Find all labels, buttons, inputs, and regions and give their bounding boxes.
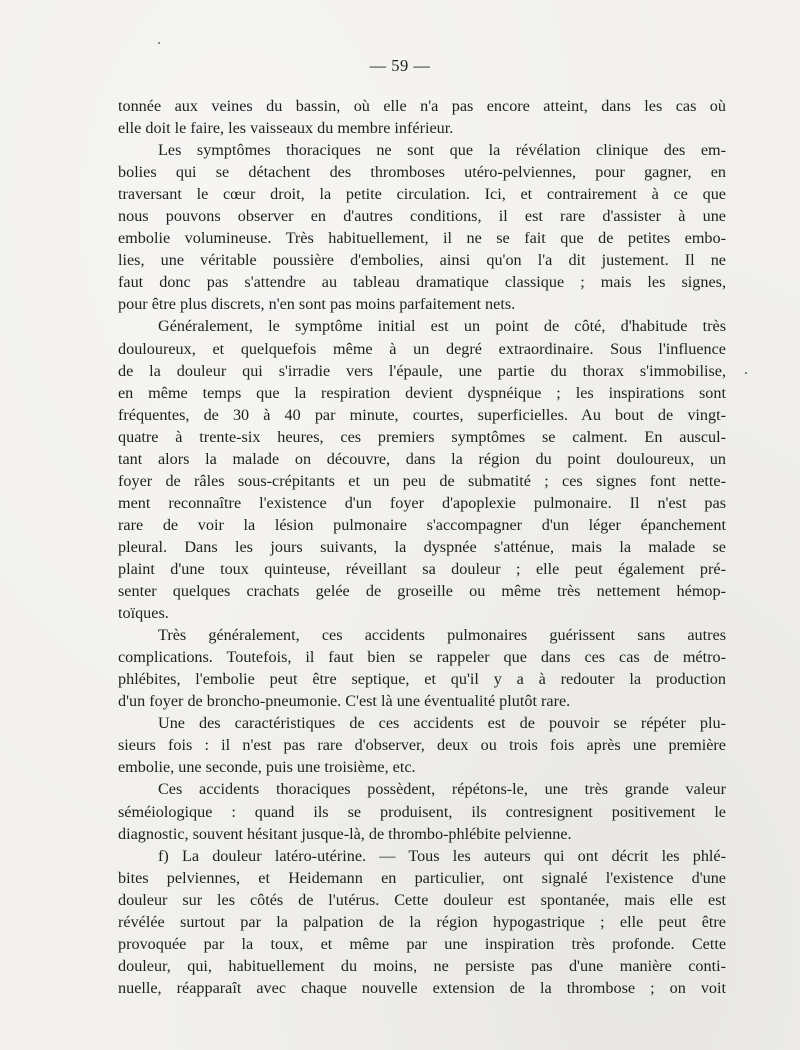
text-line: elle doit le faire, les vaisseaux du membre inférieur.	[118, 119, 454, 138]
text-line: f) La douleur latéro-utérine. — Tous les auteurs qui ont décrit les phlé-	[158, 846, 726, 865]
text-line: Très généralement, ces accidents pulmonaires guérissent sans autres	[158, 626, 726, 645]
text-line: quatre à trente-six heures, ces premiers symptômes se calment. En auscul-	[118, 427, 726, 446]
text-line: provoquée par la toux, et même par une inspiration très profonde. Cette	[118, 934, 726, 953]
text-line: de la douleur qui s'irradie vers l'épaule, une partie du thorax s'immobilise,	[118, 361, 726, 380]
text-line: phlébites, l'embolie peut être septique, et qu'il y a à redouter la production	[118, 670, 726, 689]
text-line: bites pelviennes, et Heidemann en particulier, ont signalé l'existence d'une	[118, 868, 726, 887]
text-line: pour être plus discrets, n'en sont pas moins parfaitement nets.	[118, 295, 516, 314]
text-line: faut donc pas s'attendre au tableau dramatique classique ; mais les signes,	[118, 273, 726, 292]
text-line: fréquentes, de 30 à 40 par minute, courtes, superficielles. Au bout de vingt-	[118, 405, 726, 424]
text-line: douleur, qui, habituellement du moins, ne persiste pas d'une manière conti-	[118, 956, 726, 975]
text-line: embolie, une seconde, puis une troisième, etc.	[118, 758, 416, 777]
text-line: séméiologique : quand ils se produisent, ils contresignent positivement le	[118, 802, 726, 821]
text-line: lies, une véritable poussière d'embolies, ainsi qu'on l'a dit justement. Il ne	[118, 251, 726, 270]
text-line: traversant le cœur droit, la petite circulation. Ici, et contrairement à ce que	[118, 185, 726, 204]
text-line: douloureux, et quelquefois même à un degré extraordinaire. Sous l'influence	[118, 339, 726, 358]
page-speck	[745, 372, 747, 374]
text-line: diagnostic, souvent hésitant jusque-là, de thrombo-phlébite pelvienne.	[118, 824, 572, 843]
text-line: Une des caractéristiques de ces accidents est de pouvoir se répéter plu-	[158, 714, 726, 733]
page-number: — 59 —	[369, 56, 431, 75]
text-line: nuelle, réapparaît avec chaque nouvelle extension de la thrombose ; on voit	[118, 978, 726, 997]
text-line: Généralement, le symptôme initial est un point de côté, d'habitude très	[158, 317, 726, 336]
text-line: d'un foyer de broncho-pneumonie. C'est là une éventualité plutôt rare.	[118, 692, 571, 711]
text-line: nous pouvons observer en d'autres conditions, il est rare d'assister à une	[118, 207, 726, 226]
text-line: pleural. Dans les jours suivants, la dyspnée s'atténue, mais la malade se	[118, 537, 726, 556]
text-line: ment reconnaître l'existence d'un foyer d'apoplexie pulmonaire. Il n'est pas	[118, 493, 726, 512]
text-line: tonnée aux veines du bassin, où elle n'a pas encore atteint, dans les cas où	[118, 97, 726, 115]
text-line: tant alors la malade on découvre, dans la région du point douloureux, un	[118, 449, 726, 468]
text-line: Les symptômes thoraciques ne sont que la révélation clinique des em-	[158, 141, 726, 160]
text-line: complications. Toutefois, il faut bien se rappeler que dans ces cas de métro-	[118, 648, 726, 667]
page-speck	[158, 42, 160, 44]
text-line: embolie volumineuse. Très habituellement, il ne se fait que de petites embo-	[118, 229, 726, 248]
text-line: en même temps que la respiration devient dyspnéique ; les inspirations sont	[118, 383, 726, 402]
body-text	[118, 95, 726, 999]
text-line: toïques.	[118, 604, 169, 623]
text-line: plaint d'une toux quinteuse, réveillant sa douleur ; elle peut également pré-	[118, 559, 726, 578]
text-line: révélée surtout par la palpation de la région hypogastrique ; elle peut être	[118, 912, 726, 931]
text-line: sieurs fois : il n'est pas rare d'observer, deux ou trois fois après une première	[118, 736, 726, 755]
text-line: senter quelques crachats gelée de groseille ou même très nettement hémop-	[118, 582, 726, 601]
text-line: bolies qui se détachent des thromboses utéro-pelviennes, pour gagner, en	[118, 163, 726, 182]
text-line: foyer de râles sous-crépitants et un peu de submatité ; ces signes font nette-	[118, 471, 726, 490]
text-line: douleur sur les côtés de l'utérus. Cette douleur est spontanée, mais elle est	[118, 890, 726, 909]
text-line: rare de voir la lésion pulmonaire s'accompagner d'un léger épanchement	[118, 515, 726, 534]
text-line: Ces accidents thoraciques possèdent, répétons-le, une très grande valeur	[158, 780, 726, 799]
